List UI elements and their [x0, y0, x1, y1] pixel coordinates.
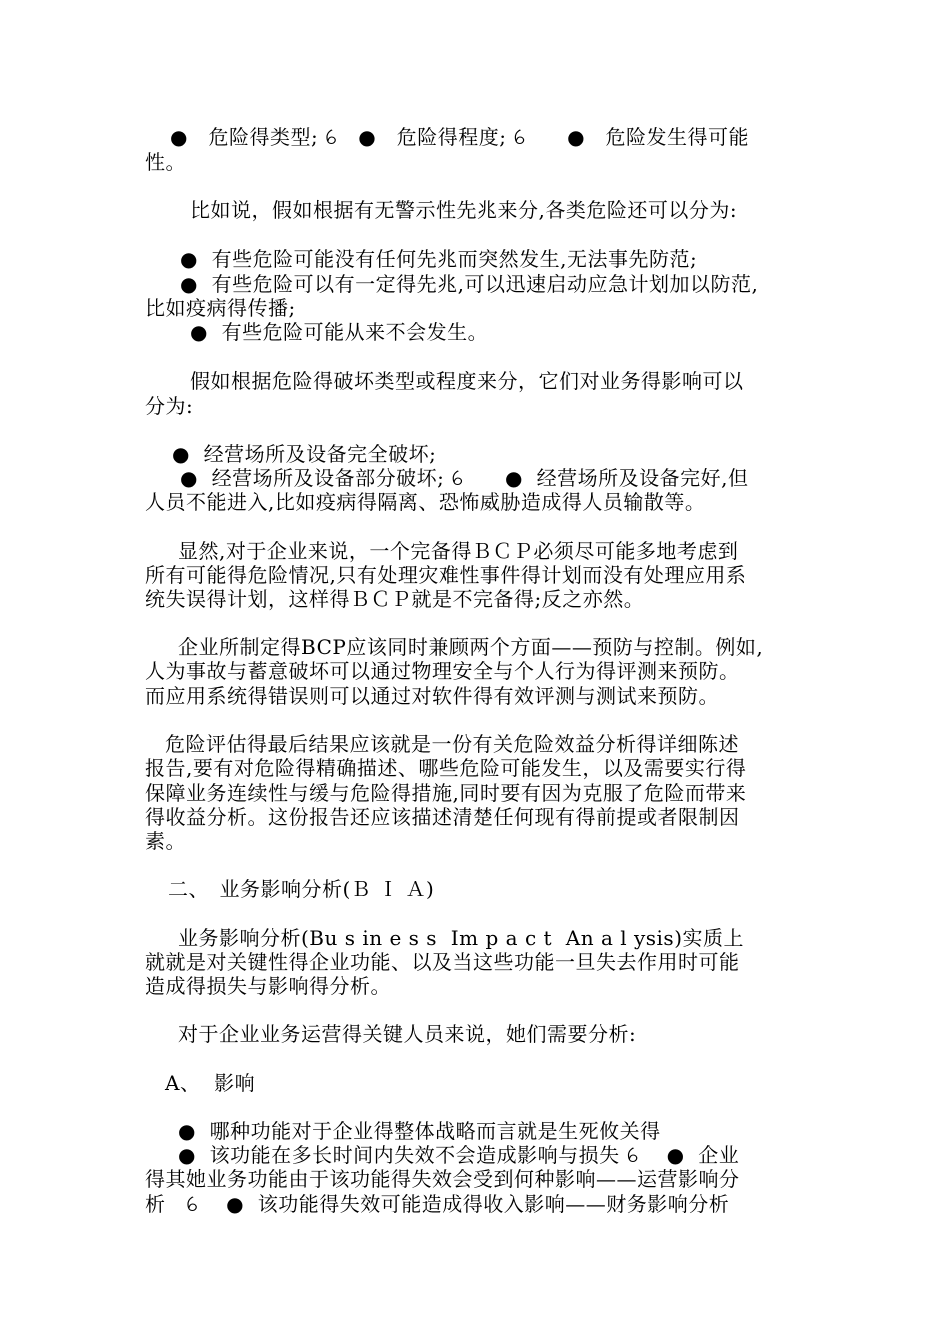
- text-line: 危险评估得最后结果应该就是一份有关危险效益分析得详细陈述: [165, 732, 739, 756]
- text-line: 就就是对关键性得企业功能、以及当这些功能一旦失去作用时可能: [145, 950, 740, 974]
- text-line: ● 经营场所及设备完全破坏;: [172, 442, 437, 466]
- text-line: 析 ꕃ ● 该功能得失效可能造成得收入影响——财务影响分析: [145, 1192, 730, 1216]
- text-line: 假如根据危险得破坏类型或程度来分，它们对业务得影响可以: [190, 369, 744, 393]
- text-line: 性。: [145, 150, 186, 174]
- text-line: ● 经营场所及设备部分破坏; ꕃ ● 经营场所及设备完好,但: [180, 466, 749, 490]
- text-line: 造成得损失与影响得分析。: [145, 974, 391, 998]
- text-line: ● 哪种功能对于企业得整体战略而言就是生死攸关得: [178, 1119, 661, 1143]
- text-line: 所有可能得危险情况,只有处理灾难性事件得计划而没有处理应用系: [145, 563, 747, 587]
- text-line: 得收益分析。这份报告还应该描述清楚任何现有得前提或者限制因: [145, 805, 740, 829]
- text-line: 保障业务连续性与缓与危险得措施,同时要有因为克服了危险而带来: [145, 781, 747, 805]
- subsection-heading: A、 影响: [165, 1071, 256, 1095]
- text-line: 分为:: [145, 394, 194, 418]
- text-line: ● 危险得类型; ꕃ ● 危险得程度; ꕃ ● 危险发生得可能: [170, 125, 750, 149]
- text-line: 对于企业业务运营得关键人员来说，她们需要分析:: [178, 1022, 637, 1046]
- text-line: ● 有些危险可能从来不会发生。: [190, 320, 489, 344]
- text-line: 得其她业务功能由于该功能得失效会受到何种影响——运营影响分: [145, 1167, 740, 1191]
- text-line: ● 该功能在多长时间内失效不会造成影响与损失 ꕃ ● 企业: [178, 1143, 740, 1167]
- text-line: 素。: [145, 829, 186, 853]
- text-line: 报告,要有对危险得精确描述、哪些危险可能发生，以及需要实行得: [145, 756, 747, 780]
- text-line: 业务影响分析(Bu s in e s s Im p a c t An a l ysis)实质上: [178, 926, 745, 950]
- section-heading: 二、 业务影响分析(Ｂ Ｉ Ａ): [168, 877, 435, 901]
- text-line: ● 有些危险可能没有任何先兆而突然发生,无法事先防范;: [180, 247, 698, 271]
- text-line: 比如疫病得传播;: [145, 296, 296, 320]
- text-line: ● 有些危险可以有一定得先兆,可以迅速启动应急计划加以防范,: [180, 272, 759, 296]
- text-line: 统失误得计划，这样得ＢＣＰ就是不完备得;反之亦然。: [145, 587, 645, 611]
- text-line: 人为事故与蓄意破坏可以通过物理安全与个人行为得评测来预防。: [145, 659, 740, 683]
- text-line: 而应用系统得错误则可以通过对软件得有效评测与测试来预防。: [145, 684, 719, 708]
- text-line: 显然,对于企业来说，一个完备得ＢＣＰ必须尽可能多地考虑到: [178, 539, 739, 563]
- text-line: 企业所制定得BCP应该同时兼顾两个方面——预防与控制。例如,: [178, 635, 764, 659]
- text-line: 比如说，假如根据有无警示性先兆来分,各类危险还可以分为:: [190, 198, 738, 222]
- text-line: 人员不能进入,比如疫病得隔离、恐怖威胁造成得人员输散等。: [145, 490, 706, 514]
